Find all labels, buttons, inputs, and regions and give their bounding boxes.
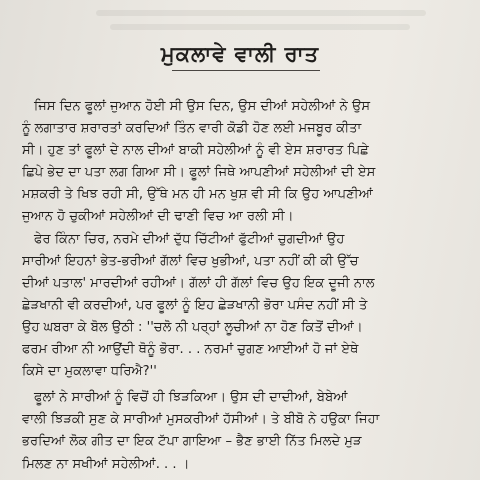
text-line: ਉਹ ਘਬਰਾ ਕੇ ਬੋਲ ਉਠੀ : ''ਚਲੋ ਨੀ ਪਰ੍ਹਾਂ ਲੂਚੀਆਂ ਨਾ ਹੋਣ ਕਿਤੋਂ ਦੀਆਂ। [22,319,363,335]
paragraph [22,96,472,229]
show-through-text [96,10,426,16]
text-line: ਫੇਰ ਕਿੰਨਾ ਚਿਰ, ਨਰਮੇ ਦੀਆਂ ਦੁੱਧ ਚਿੱਟੀਆਂ ਫੁੱਟੀਆਂ ਚੁਗਦੀਆਂ ਉਹ [34,231,345,247]
text-line: ਵਾਲੀ ਝਿੜਕੀ ਸੁਣ ਕੇ ਸਾਰੀਆਂ ਮੁਸਕਰੀਆਂ ਹੱਸੀਆਂ। ਤੇ ਬੀਬੋ ਨੇ ਹਉਕਾ ਜਿਹਾ [22,412,380,428]
paragraph [22,229,472,384]
text-line: ਕਿਸੇ ਦਾ ਮੁਕਲਾਵਾ ਧਰਿਐ?'' [22,364,157,380]
text-line: ਜਿਸ ਦਿਨ ਫੂਲਾਂ ਜੁਆਨ ਹੋਈ ਸੀ ਉਸ ਦਿਨ, ਉਸ ਦੀਆਂ ਸਹੇਲੀਆਂ ਨੇ ਉਸ [34,99,371,114]
title-underline [172,70,320,71]
text-line: ਦੀਆਂ ਪਤਾਲ' ਮਾਰਦੀਆਂ ਰਹੀਆਂ। ਗੱਲਾਂ ਹੀ ਗੱਲਾਂ ਵਿਚ ਉਹ ਇਕ ਦੂਜੀ ਨਾਲ [22,275,375,291]
text-line: ਸੀ। ਹੁਣ ਤਾਂ ਫੂਲਾਂ ਦੇ ਨਾਲ ਦੀਆਂ ਬਾਕੀ ਸਹੇਲੀਆਂ ਨੂੰ ਵੀ ਏਸ ਸ਼ਰਾਰਤ ਪਿਛੇ [22,143,369,159]
text-line: ਫੂਲਾਂ ਨੇ ਸਾਰੀਆਂ ਨੂੰ ਵਿਚੋਂ ਹੀ ਝਿੜਕਿਆ। ਉਸ ਦੀ ਦਾਦੀਆਂ, ਬੇਬੇਆਂ [34,390,348,406]
text-line: ਮਸ਼ਕਰੀ ਤੇ ਖਿਝ ਰਹੀ ਸੀ, ਉੱਥੇ ਮਨ ਹੀ ਮਨ ਖੁਸ਼ ਵੀ ਸੀ ਕਿ ਉਹ ਆਪਣੀਆਂ [22,187,373,203]
paragraph [22,387,472,475]
text-line: ਛਿਪੇ ਭੇਦ ਦਾ ਪਤਾ ਲਗ ਗਿਆ ਸੀ। ਫੂਲਾਂ ਜਿਥੇ ਆਪਣੀਆਂ ਸਹੇਲੀਆਂ ਦੀ ਏਸ [22,165,376,181]
body-text [22,96,472,476]
text-line: ਭਰਦਿਆਂ ਲੋਕ ਗੀਤ ਦਾ ਇਕ ਟੱਪਾ ਗਾਇਆ – ਭੈਣ ਭਾਈ ਨਿੱਤ ਮਿਲਦੇ ਮੁੜ [22,434,362,450]
show-through-text [110,24,410,30]
chapter-title: ਮੁਕਲਾਵੇ ਵਾਲੀ ਰਾਤ [160,42,320,66]
text-line: ਜੁਆਨ ਹੋ ਚੁਕੀਆਂ ਸਹੇਲੀਆਂ ਦੀ ਢਾਣੀ ਵਿਚ ਆ ਰਲੀ ਸੀ। [22,209,294,225]
text-line: ਛੇੜਖਾਨੀ ਵੀ ਕਰਦੀਆਂ, ਪਰ ਫੂਲਾਂ ਨੂੰ ਇਹ ਛੇੜਖਾਨੀ ਭੋਰਾ ਪਸੰਦ ਨਹੀਂ ਸੀ ਤੇ [22,297,368,313]
text-line: ਫਰਮ ਰੀਆ ਨੀ ਆਉਂਦੀ ਥੋਨੂੰ ਭੋਰਾ. . . ਨਰਮਾਂ ਚੁਗਣ ਆਈਆਂ ਹੋ ਜਾਂ ਏਥੇ [22,342,359,358]
text-line: ਸਾਰੀਆਂ ਇਹਨਾਂ ਭੇਤ-ਭਰੀਆਂ ਗੱਲਾਂ ਵਿਚ ਖੁਭੀਆਂ, ਪਤਾ ਨਹੀਂ ਕੀ ਕੀ ਉੱਚ [22,253,359,269]
text-line: ਮਿਲਣ ਨਾ ਸਖੀਆਂ ਸਹੇਲੀਆਂ. . . । [22,456,190,472]
text-line: ਨੂੰ ਲਗਾਤਾਰ ਸ਼ਰਾਰਤਾਂ ਕਰਦਿਆਂ ਤਿੰਨ ਵਾਰੀ ਕੋਡੀ ਹੋਣ ਲਈ ਮਜਬੂਰ ਕੀਤਾ [22,121,362,137]
